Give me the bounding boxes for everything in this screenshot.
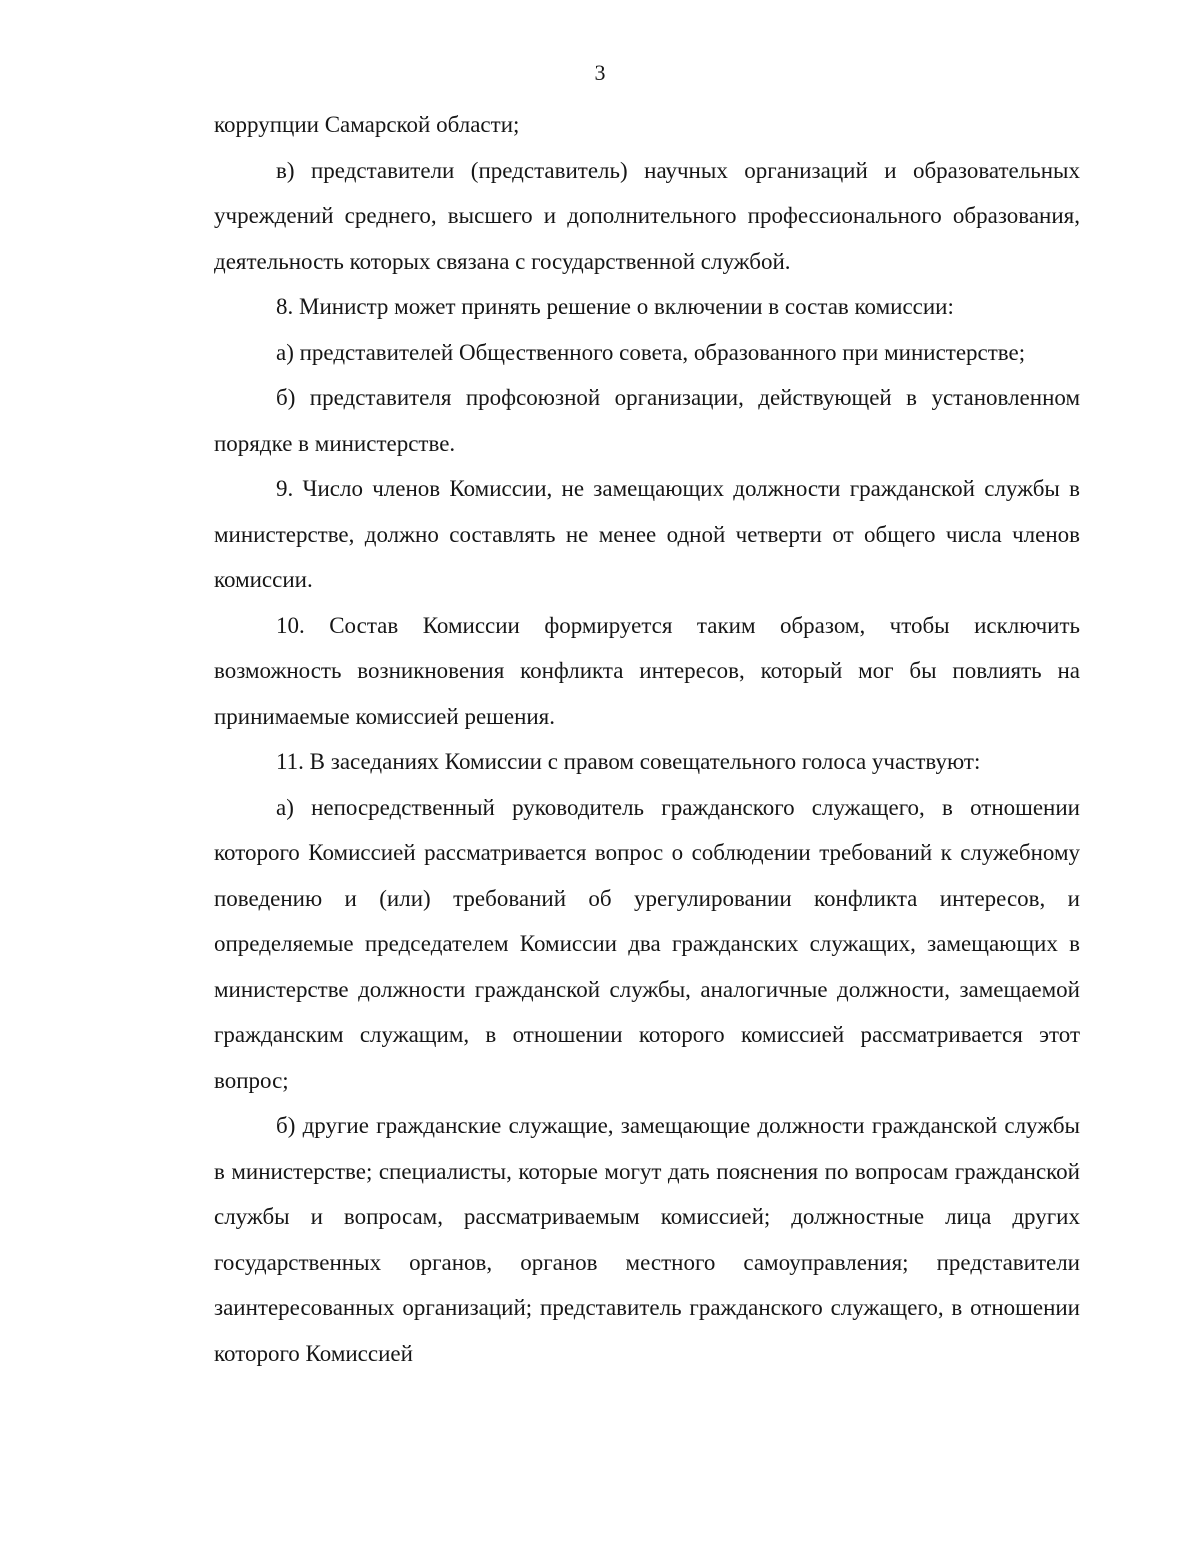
paragraph-continuation: коррупции Самарской области; [214, 112, 520, 137]
paragraph-clause-8: 8. Министр может принять решение о включении в состав комиссии: [276, 294, 954, 319]
page-number: 3 [594, 60, 606, 85]
document-body [214, 102, 1080, 1376]
paragraph-clause-10: 10. Состав Комиссии формируется таким образом, чтобы исключить возможность возникновения конфликта интересов, который мог бы повлиять на принимаемые комиссией решения. [214, 612, 1080, 729]
paragraph-clause-11-item-a: а) непосредственный руководитель гражданского служащего, в отношении которого Комиссией рассматривается вопрос о соблюдении требований к служебному поведению и (или) требований об урегулировании конфликта интересов, и определяемые председателем Комиссии два гражданских служащих, замещающих в министерстве должности гражданской службы, аналогичные должности, замещаемой гражданским служащим, в отношении которого комиссией рассматривается этот вопрос; [214, 794, 1080, 1093]
paragraph-clause-11-item-b: б) другие гражданские служащие, замещающие должности гражданской службы в министерстве; специалисты, которые могут дать пояснения по вопросам гражданской службы и вопросам, рассматриваемым комиссией; должностные лица других государственных органов, органов местного самоуправления; представители заинтересованных организаций; представитель гражданского служащего, в отношении которого Комиссией [214, 1113, 1080, 1366]
paragraph-clause-8-item-a: а) представителей Общественного совета, образованного при министерстве; [276, 339, 1026, 365]
paragraph-item-v: в) представители (представитель) научных организаций и образовательных учреждений среднего, высшего и дополнительного профессионального образования, деятельность которых связана с государственной службой. [214, 157, 1080, 274]
paragraph-clause-9: 9. Число членов Комиссии, не замещающих должности гражданской службы в министерстве, должно составлять не менее одной четверти от общего числа членов комиссии. [214, 476, 1080, 592]
paragraph-clause-11: 11. В заседаниях Комиссии с правом совещательного голоса участвуют: [276, 749, 981, 774]
paragraph-clause-8-item-b: б) представителя профсоюзной организации, действующей в установленном порядке в министерстве. [214, 385, 1080, 456]
